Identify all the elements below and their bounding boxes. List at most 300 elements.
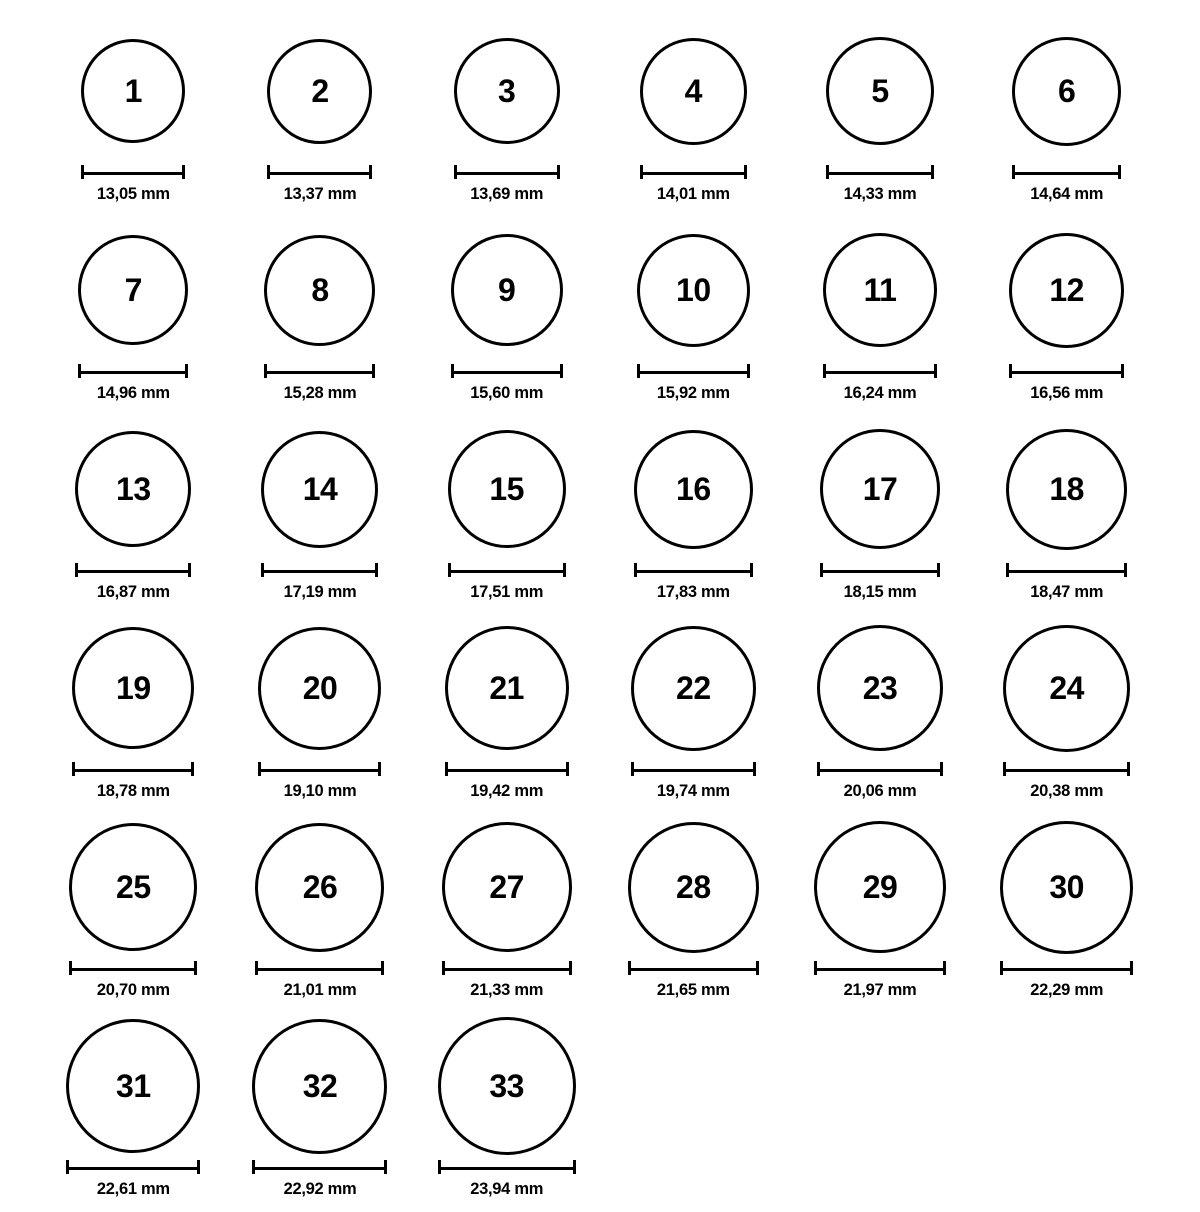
measure-bar-cap-left	[451, 364, 454, 378]
ring-circle-wrap	[69, 814, 197, 960]
measure-bar-line	[438, 1167, 576, 1170]
ring-circle-wrap	[628, 814, 759, 960]
diameter-label: 13,05 mm	[96, 185, 170, 203]
ring-size-number: 28	[676, 869, 711, 905]
ring-size-number: 16	[676, 471, 711, 507]
measure-bar-cap-right	[560, 364, 563, 378]
ring-circle-icon	[820, 429, 940, 549]
diameter-measure-bar	[814, 960, 946, 976]
ring-circle-icon	[823, 233, 937, 347]
ring-size-number: 11	[863, 272, 897, 308]
ring-circle-wrap	[640, 18, 747, 164]
measure-bar-icon	[445, 762, 569, 776]
measure-bar-cap-right	[937, 563, 940, 577]
measure-bar-cap-left	[445, 762, 448, 776]
measure-bar-cap-right	[747, 364, 750, 378]
ring-size-number: 33	[489, 1068, 524, 1104]
ring-circle-icon	[454, 38, 560, 144]
ring-size-number: 25	[116, 869, 151, 905]
ring-circle-wrap	[1012, 18, 1121, 164]
ring-size-number: 29	[862, 869, 898, 905]
ring-size-number: 20	[302, 670, 338, 706]
measure-bar-line	[1006, 570, 1127, 573]
measure-bar-cap-right	[384, 1160, 387, 1174]
measure-bar-icon	[634, 563, 753, 577]
ring-circle-wrap	[1009, 217, 1124, 363]
diameter-label: 17,51 mm	[470, 583, 544, 601]
ring-size-number: 21	[489, 670, 524, 706]
ring-size-number: 18	[1049, 471, 1084, 507]
measure-bar-cap-right	[1121, 364, 1124, 378]
measure-bar-cap-right	[182, 165, 185, 179]
ring-circle-wrap	[78, 217, 188, 363]
ring-size-cell	[600, 814, 787, 1013]
measure-bar-cap-right	[943, 961, 946, 975]
diameter-label: 15,28 mm	[283, 384, 357, 402]
ring-circle-wrap	[445, 615, 569, 761]
ring-circle-icon	[451, 234, 563, 346]
measure-bar-cap-right	[381, 961, 384, 975]
measure-bar-cap-left	[817, 762, 820, 776]
diameter-label: 14,96 mm	[96, 384, 170, 402]
ring-circle-icon	[267, 39, 372, 144]
measure-bar-cap-right	[197, 1160, 200, 1174]
measure-bar-cap-left	[1003, 762, 1006, 776]
ring-size-cell	[40, 217, 227, 416]
ring-circle-icon	[448, 430, 566, 548]
ring-circle-wrap	[264, 217, 375, 363]
diameter-label: 19,74 mm	[656, 782, 730, 800]
measure-bar-line	[66, 1167, 200, 1170]
measure-bar-cap-right	[566, 762, 569, 776]
measure-bar-cap-left	[823, 364, 826, 378]
ring-size-number: 14	[302, 471, 338, 507]
measure-bar-icon	[261, 563, 378, 577]
ring-size-cell	[413, 217, 600, 416]
measure-bar-icon	[66, 1160, 200, 1174]
diameter-measure-bar	[1003, 761, 1130, 777]
measure-bar-line	[820, 570, 940, 573]
diameter-measure-bar	[78, 363, 188, 379]
diameter-label: 21,01 mm	[283, 981, 357, 999]
measure-bar-icon	[1003, 762, 1130, 776]
ring-size-number: 6	[1058, 73, 1076, 109]
measure-bar-cap-left	[814, 961, 817, 975]
measure-bar-line	[637, 371, 750, 374]
measure-bar-line	[81, 172, 185, 175]
measure-bar-icon	[637, 364, 750, 378]
measure-bar-icon	[826, 165, 934, 179]
measure-bar-cap-left	[1000, 961, 1003, 975]
ring-circle-icon	[826, 37, 934, 145]
ring-size-cell	[413, 1013, 600, 1212]
measure-bar-icon	[1009, 364, 1124, 378]
measure-bar-cap-left	[454, 165, 457, 179]
diameter-label: 18,47 mm	[1030, 583, 1104, 601]
diameter-label: 17,83 mm	[656, 583, 730, 601]
measure-bar-line	[258, 769, 381, 772]
ring-circle-wrap	[1003, 615, 1130, 761]
ring-size-cell	[973, 217, 1160, 416]
ring-circle-wrap	[637, 217, 750, 363]
measure-bar-cap-left	[448, 563, 451, 577]
diameter-label: 18,78 mm	[96, 782, 170, 800]
diameter-measure-bar	[267, 164, 372, 180]
diameter-label: 18,15 mm	[843, 583, 917, 601]
measure-bar-line	[823, 371, 937, 374]
measure-bar-icon	[69, 961, 197, 975]
ring-size-number: 5	[871, 73, 889, 109]
measure-bar-cap-right	[191, 762, 194, 776]
ring-size-cell	[40, 416, 227, 615]
measure-bar-cap-right	[378, 762, 381, 776]
measure-bar-cap-left	[261, 563, 264, 577]
diameter-measure-bar	[820, 562, 940, 578]
measure-bar-line	[1000, 968, 1133, 971]
ring-circle-wrap	[823, 217, 937, 363]
measure-bar-cap-right	[369, 165, 372, 179]
measure-bar-cap-left	[255, 961, 258, 975]
diameter-label: 16,87 mm	[96, 583, 170, 601]
measure-bar-cap-left	[442, 961, 445, 975]
measure-bar-icon	[640, 165, 747, 179]
diameter-label: 21,33 mm	[470, 981, 544, 999]
measure-bar-line	[1012, 172, 1121, 175]
ring-size-grid	[40, 18, 1160, 1212]
ring-size-number: 2	[311, 73, 329, 109]
ring-size-number: 8	[311, 272, 329, 308]
ring-circle-wrap	[814, 814, 946, 960]
measure-bar-cap-right	[750, 563, 753, 577]
measure-bar-line	[267, 172, 372, 175]
diameter-label: 16,56 mm	[1030, 384, 1104, 402]
measure-bar-cap-right	[573, 1160, 576, 1174]
measure-bar-icon	[81, 165, 185, 179]
ring-size-number: 23	[862, 670, 898, 706]
diameter-label: 15,60 mm	[470, 384, 544, 402]
ring-circle-wrap	[631, 615, 756, 761]
ring-circle-wrap	[255, 814, 384, 960]
diameter-measure-bar	[628, 960, 759, 976]
ring-circle-icon	[634, 430, 753, 549]
measure-bar-line	[1003, 769, 1130, 772]
ring-circle-icon	[261, 431, 378, 548]
diameter-label: 21,97 mm	[843, 981, 917, 999]
measure-bar-cap-right	[375, 563, 378, 577]
diameter-measure-bar	[1012, 164, 1121, 180]
measure-bar-line	[261, 570, 378, 573]
measure-bar-cap-right	[1124, 563, 1127, 577]
measure-bar-icon	[1012, 165, 1121, 179]
measure-bar-icon	[814, 961, 946, 975]
measure-bar-cap-right	[1130, 961, 1133, 975]
measure-bar-line	[72, 769, 194, 772]
measure-bar-cap-left	[81, 165, 84, 179]
ring-size-number: 31	[116, 1068, 151, 1104]
diameter-measure-bar	[1009, 363, 1124, 379]
measure-bar-cap-right	[756, 961, 759, 975]
diameter-measure-bar	[823, 363, 937, 379]
ring-circle-wrap	[72, 615, 194, 761]
measure-bar-icon	[817, 762, 943, 776]
measure-bar-line	[255, 968, 384, 971]
measure-bar-icon	[438, 1160, 576, 1174]
ring-circle-icon	[72, 627, 194, 749]
measure-bar-cap-right	[940, 762, 943, 776]
ring-circle-icon	[66, 1019, 200, 1153]
diameter-measure-bar	[1000, 960, 1133, 976]
ring-size-cell	[40, 18, 227, 217]
ring-circle-wrap	[438, 1013, 576, 1159]
measure-bar-line	[1009, 371, 1124, 374]
ring-circle-icon	[1009, 233, 1124, 348]
diameter-label: 20,70 mm	[96, 981, 170, 999]
ring-size-number: 9	[498, 272, 516, 308]
diameter-measure-bar	[445, 761, 569, 777]
ring-circle-wrap	[75, 416, 191, 562]
ring-size-cell	[40, 615, 227, 814]
diameter-measure-bar	[1006, 562, 1127, 578]
ring-circle-wrap	[261, 416, 378, 562]
measure-bar-cap-right	[188, 563, 191, 577]
ring-circle-wrap	[817, 615, 943, 761]
ring-circle-icon	[817, 625, 943, 751]
ring-circle-icon	[1006, 429, 1127, 550]
diameter-label: 17,19 mm	[283, 583, 357, 601]
ring-size-number: 3	[498, 73, 516, 109]
diameter-label: 22,29 mm	[1030, 981, 1104, 999]
ring-size-cell	[787, 416, 974, 615]
measure-bar-icon	[1006, 563, 1127, 577]
measure-bar-line	[69, 968, 197, 971]
ring-size-cell	[600, 18, 787, 217]
diameter-label: 16,24 mm	[843, 384, 917, 402]
measure-bar-cap-left	[264, 364, 267, 378]
ring-size-cell	[227, 1013, 414, 1212]
diameter-measure-bar	[255, 960, 384, 976]
ring-size-number: 12	[1049, 272, 1084, 308]
ring-circle-wrap	[1000, 814, 1133, 960]
measure-bar-cap-right	[1118, 165, 1121, 179]
ring-size-number: 17	[862, 471, 898, 507]
ring-size-number: 24	[1049, 670, 1084, 706]
diameter-measure-bar	[66, 1159, 200, 1175]
measure-bar-icon	[823, 364, 937, 378]
diameter-measure-bar	[81, 164, 185, 180]
ring-size-number: 26	[302, 869, 338, 905]
measure-bar-icon	[72, 762, 194, 776]
measure-bar-line	[78, 371, 188, 374]
diameter-measure-bar	[252, 1159, 387, 1175]
ring-size-cell	[973, 416, 1160, 615]
ring-size-cell	[227, 615, 414, 814]
measure-bar-cap-left	[1006, 563, 1009, 577]
diameter-measure-bar	[264, 363, 375, 379]
diameter-measure-bar	[454, 164, 560, 180]
diameter-label: 14,33 mm	[843, 185, 917, 203]
ring-size-cell	[413, 615, 600, 814]
measure-bar-line	[817, 769, 943, 772]
ring-size-cell	[787, 615, 974, 814]
ring-size-number: 1	[124, 73, 142, 109]
ring-circle-wrap	[454, 18, 560, 164]
measure-bar-cap-right	[185, 364, 188, 378]
measure-bar-cap-left	[631, 762, 634, 776]
ring-size-number: 13	[116, 471, 151, 507]
measure-bar-line	[445, 769, 569, 772]
measure-bar-cap-left	[637, 364, 640, 378]
measure-bar-cap-left	[72, 762, 75, 776]
ring-size-cell	[413, 18, 600, 217]
measure-bar-cap-left	[258, 762, 261, 776]
ring-circle-icon	[637, 234, 750, 347]
ring-circle-wrap	[1006, 416, 1127, 562]
ring-size-cell	[227, 814, 414, 1013]
measure-bar-cap-right	[1127, 762, 1130, 776]
diameter-label: 14,01 mm	[656, 185, 730, 203]
diameter-measure-bar	[451, 363, 563, 379]
ring-size-cell	[973, 18, 1160, 217]
measure-bar-cap-right	[753, 762, 756, 776]
measure-bar-cap-left	[1009, 364, 1012, 378]
ring-size-cell	[413, 814, 600, 1013]
diameter-label: 22,92 mm	[283, 1180, 357, 1198]
measure-bar-cap-left	[438, 1160, 441, 1174]
ring-size-cell	[787, 18, 974, 217]
ring-circle-wrap	[634, 416, 753, 562]
ring-circle-wrap	[820, 416, 940, 562]
ring-circle-icon	[75, 431, 191, 547]
ring-circle-icon	[628, 822, 759, 953]
measure-bar-line	[264, 371, 375, 374]
measure-bar-icon	[258, 762, 381, 776]
ring-size-cell	[973, 615, 1160, 814]
measure-bar-cap-right	[569, 961, 572, 975]
measure-bar-line	[454, 172, 560, 175]
measure-bar-cap-right	[744, 165, 747, 179]
ring-circle-wrap	[81, 18, 185, 164]
measure-bar-cap-left	[1012, 165, 1015, 179]
ring-size-number: 15	[489, 471, 524, 507]
diameter-measure-bar	[261, 562, 378, 578]
ring-circle-icon	[264, 235, 375, 346]
measure-bar-cap-left	[640, 165, 643, 179]
diameter-measure-bar	[438, 1159, 576, 1175]
ring-circle-wrap	[258, 615, 381, 761]
diameter-label: 19,42 mm	[470, 782, 544, 800]
measure-bar-icon	[1000, 961, 1133, 975]
diameter-label: 20,06 mm	[843, 782, 917, 800]
measure-bar-icon	[820, 563, 940, 577]
measure-bar-cap-left	[628, 961, 631, 975]
diameter-measure-bar	[69, 960, 197, 976]
ring-circle-icon	[631, 626, 756, 751]
diameter-label: 13,69 mm	[470, 185, 544, 203]
ring-size-number: 32	[302, 1068, 338, 1104]
measure-bar-line	[814, 968, 946, 971]
diameter-measure-bar	[258, 761, 381, 777]
diameter-measure-bar	[75, 562, 191, 578]
ring-circle-wrap	[826, 18, 934, 164]
ring-size-cell	[600, 217, 787, 416]
ring-size-number: 30	[1049, 869, 1084, 905]
diameter-label: 19,10 mm	[283, 782, 357, 800]
ring-circle-icon	[640, 38, 747, 145]
measure-bar-icon	[628, 961, 759, 975]
diameter-label: 22,61 mm	[96, 1180, 170, 1198]
measure-bar-cap-right	[194, 961, 197, 975]
measure-bar-line	[451, 371, 563, 374]
measure-bar-icon	[78, 364, 188, 378]
measure-bar-line	[826, 172, 934, 175]
diameter-label: 15,92 mm	[656, 384, 730, 402]
measure-bar-line	[631, 769, 756, 772]
measure-bar-icon	[442, 961, 572, 975]
ring-circle-icon	[69, 823, 197, 951]
diameter-measure-bar	[826, 164, 934, 180]
measure-bar-line	[634, 570, 753, 573]
ring-circle-wrap	[451, 217, 563, 363]
ring-size-cell	[787, 814, 974, 1013]
measure-bar-icon	[451, 364, 563, 378]
ring-circle-wrap	[267, 18, 372, 164]
measure-bar-icon	[448, 563, 566, 577]
diameter-measure-bar	[442, 960, 572, 976]
measure-bar-cap-left	[820, 563, 823, 577]
measure-bar-line	[252, 1167, 387, 1170]
diameter-measure-bar	[637, 363, 750, 379]
diameter-measure-bar	[448, 562, 566, 578]
ring-size-cell	[40, 1013, 227, 1212]
ring-size-number: 27	[489, 869, 524, 905]
ring-circle-icon	[252, 1019, 387, 1154]
ring-circle-icon	[445, 626, 569, 750]
diameter-label: 14,64 mm	[1030, 185, 1104, 203]
measure-bar-cap-right	[934, 364, 937, 378]
measure-bar-icon	[264, 364, 375, 378]
ring-circle-wrap	[442, 814, 572, 960]
diameter-label: 23,94 mm	[470, 1180, 544, 1198]
measure-bar-icon	[267, 165, 372, 179]
ring-circle-icon	[1012, 37, 1121, 146]
ring-size-number: 22	[676, 670, 711, 706]
measure-bar-line	[75, 570, 191, 573]
diameter-measure-bar	[634, 562, 753, 578]
measure-bar-line	[442, 968, 572, 971]
diameter-measure-bar	[817, 761, 943, 777]
ring-size-cell	[227, 217, 414, 416]
measure-bar-cap-left	[826, 165, 829, 179]
measure-bar-line	[628, 968, 759, 971]
ring-size-cell	[413, 416, 600, 615]
diameter-measure-bar	[72, 761, 194, 777]
diameter-measure-bar	[631, 761, 756, 777]
measure-bar-icon	[631, 762, 756, 776]
ring-circle-icon	[1003, 625, 1130, 752]
ring-circle-wrap	[252, 1013, 387, 1159]
measure-bar-cap-left	[252, 1160, 255, 1174]
ring-circle-icon	[814, 821, 946, 953]
measure-bar-cap-left	[66, 1160, 69, 1174]
measure-bar-icon	[454, 165, 560, 179]
measure-bar-cap-left	[78, 364, 81, 378]
measure-bar-icon	[255, 961, 384, 975]
measure-bar-cap-left	[267, 165, 270, 179]
ring-circle-wrap	[66, 1013, 200, 1159]
measure-bar-icon	[75, 563, 191, 577]
diameter-label: 20,38 mm	[1030, 782, 1104, 800]
diameter-measure-bar	[640, 164, 747, 180]
